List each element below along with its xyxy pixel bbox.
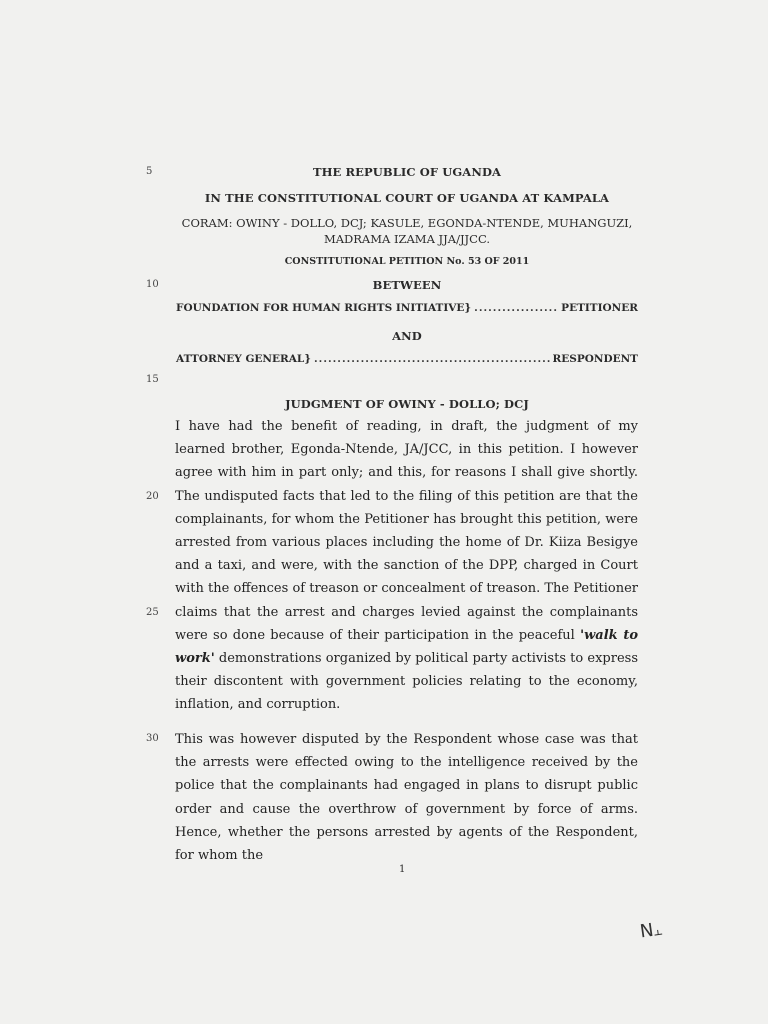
- paragraph-1-text-end: demonstrations organized by political party activists to express their discontent with government policies relating to the economy, inflation, and corruption.: [175, 651, 638, 713]
- paragraph-1-text: I have had the benefit of reading, in draft, the judgment of my learned brother, Egonda-Ntende, JA/JCC, in this petition. I however agree with him in part only; and this, for reasons I shall give shortly. The undisputed facts that led to the filing of this petition are that the complainants, for whom the Petitioner has brought this petition, were arrested from various places including the home of Dr. Kiiza Besigye and a taxi, and were, with the sanction of the DPP, charged in Court with the offences of treason or concealment of treason. The Petitioner claims that the arrest and charges levied against the complainants were so done because of their participation in the peaceful: [175, 419, 638, 643]
- coram-line-1: CORAM: OWINY - DOLLO, DCJ; KASULE, EGONDA-NTENDE, MUHANGUZI,: [181, 216, 633, 230]
- republic-heading: THE REPUBLIC OF UGANDA: [312, 165, 502, 179]
- petitioner-line: [176, 302, 638, 314]
- line-number: 15: [146, 374, 159, 385]
- page-number: 1: [399, 864, 406, 875]
- line-number: 30: [146, 733, 159, 744]
- between-heading: BETWEEN: [372, 278, 442, 292]
- petition-number: CONSTITUTIONAL PETITION No. 53 OF 2011: [284, 256, 530, 267]
- paragraph-1: [175, 415, 638, 717]
- line-number: 25: [146, 607, 159, 618]
- line-number: 20: [146, 491, 159, 502]
- leader-dots: [314, 353, 549, 365]
- handwritten-initials: N⫠: [638, 919, 664, 943]
- coram-line-2: MADRAMA IZAMA JJA/JJCC.: [323, 232, 491, 246]
- walk-to-work-phrase: 'walk to work': [175, 627, 638, 667]
- and-heading: AND: [392, 329, 422, 343]
- petitioner-role: PETITIONER: [561, 302, 638, 314]
- petitioner-name: FOUNDATION FOR HUMAN RIGHTS INITIATIVE}: [176, 302, 472, 314]
- respondent-name: ATTORNEY GENERAL}: [176, 353, 312, 365]
- leader-dots: [474, 302, 558, 314]
- judgment-title: JUDGMENT OF OWINY - DOLLO; DCJ: [285, 397, 529, 411]
- line-number: 10: [146, 279, 159, 290]
- respondent-role: RESPONDENT: [552, 353, 638, 365]
- paragraph-2: This was however disputed by the Respondent whose case was that the arrests were effected owing to the intelligence received by the police that the complainants had engaged in plans to disrupt public order and cause the overthrow of government by force of arms. Hence, whether the persons arrested by agents of the Respondent, for whom the: [175, 732, 638, 864]
- respondent-line: [176, 353, 638, 365]
- court-heading: IN THE CONSTITUTIONAL COURT OF UGANDA AT KAMPALA: [204, 191, 610, 205]
- line-number: 5: [146, 166, 153, 177]
